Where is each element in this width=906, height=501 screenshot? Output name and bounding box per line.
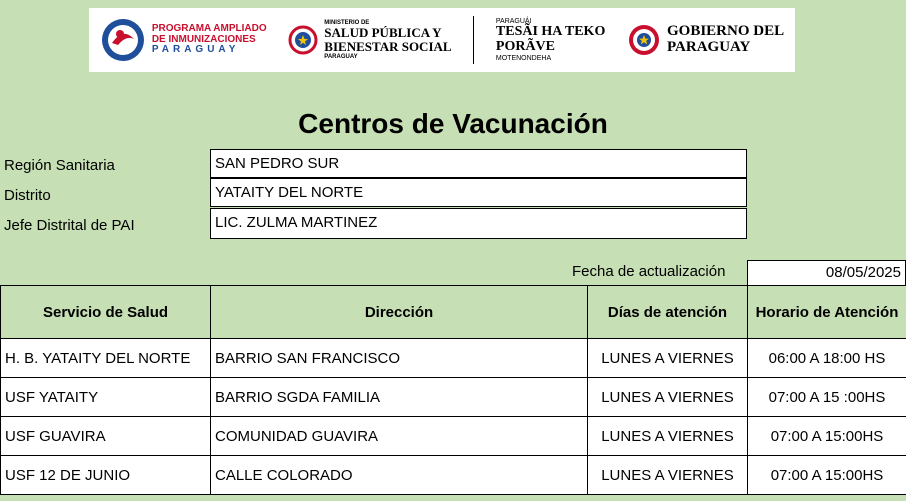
- cell-direccion: BARRIO SGDA FAMILIA: [211, 378, 588, 417]
- header-servicio: Servicio de Salud: [1, 286, 211, 339]
- ministerio-line1: MINISTERIO DE: [324, 20, 370, 27]
- region-value: SAN PEDRO SUR: [210, 149, 747, 178]
- tesai-line4: MOTENONDEHA: [495, 54, 552, 62]
- distrito-value: YATAITY DEL NORTE: [210, 178, 747, 207]
- jefe-value: LIC. ZULMA MARTINEZ: [210, 208, 747, 239]
- table-row: [1, 417, 906, 456]
- cell-horario: 06:00 A 18:00 HS: [748, 339, 906, 378]
- tesai-line3: PORÃVE: [495, 39, 556, 54]
- header-direccion: Dirección: [211, 286, 588, 339]
- table-header-row: [1, 286, 906, 339]
- cell-horario: 07:00 A 15:00HS: [748, 456, 906, 495]
- cell-dias: LUNES A VIERNES: [588, 456, 748, 495]
- page-title: Centros de Vacunación: [298, 108, 608, 139]
- national-seal-icon: [288, 25, 318, 55]
- cell-direccion: CALLE COLORADO: [211, 456, 588, 495]
- tesai-line2: TESÃI HA TEKO: [495, 24, 606, 40]
- fecha-value: 08/05/2025: [747, 260, 906, 286]
- logo-divider: [473, 16, 474, 64]
- cell-direccion: COMUNIDAD GUAVIRA: [211, 417, 588, 456]
- gobierno-logo: [627, 23, 784, 57]
- cell-direccion: BARRIO SAN FRANCISCO: [211, 339, 588, 378]
- ministerio-line2: SALUD PÚBLICA Y: [324, 25, 442, 41]
- distrito-label: Distrito: [4, 187, 51, 204]
- paraguay-seal-icon: [627, 23, 661, 57]
- vaccination-centers-table: [0, 285, 906, 495]
- cell-horario: 07:00 A 15 :00HS: [748, 378, 906, 417]
- tesai-line1: PARAGUÁI: [495, 17, 532, 25]
- gobierno-line1: GOBIERNO DEL: [667, 23, 785, 40]
- pai-emblem-icon: [100, 17, 146, 63]
- logo-banner: [89, 8, 795, 72]
- pai-logo-line3: PARAGUAY: [151, 44, 240, 56]
- cell-dias: LUNES A VIERNES: [588, 417, 748, 456]
- pai-logo-line1: PROGRAMA AMPLIADO: [151, 23, 267, 35]
- cell-dias: LUNES A VIERNES: [588, 339, 748, 378]
- ministerio-line3: BIENESTAR SOCIAL: [324, 39, 452, 54]
- table-row: [1, 378, 906, 417]
- table-row: [1, 456, 906, 495]
- ministerio-line4: PARAGUAY: [324, 53, 358, 60]
- cell-dias: LUNES A VIERNES: [588, 378, 748, 417]
- cell-servicio: USF GUAVIRA: [1, 417, 211, 456]
- gobierno-line2: PARAGUAY: [667, 39, 751, 55]
- fecha-label: Fecha de actualización: [572, 263, 726, 280]
- table-row: [1, 339, 906, 378]
- region-label: Región Sanitaria: [4, 157, 115, 174]
- pai-logo-line2: DE INMUNIZACIONES: [151, 33, 256, 45]
- cell-servicio: USF YATAITY: [1, 378, 211, 417]
- pai-logo: [100, 17, 267, 63]
- cell-servicio: USF 12 DE JUNIO: [1, 456, 211, 495]
- cell-horario: 07:00 A 15:00HS: [748, 417, 906, 456]
- header-dias: Días de atención: [588, 286, 748, 339]
- ministerio-logo: [288, 20, 451, 60]
- header-horario: Horario de Atención: [748, 286, 906, 339]
- jefe-label: Jefe Distrital de PAI: [4, 217, 135, 234]
- cell-servicio: H. B. YATAITY DEL NORTE: [1, 339, 211, 378]
- tesai-logo: [496, 18, 605, 62]
